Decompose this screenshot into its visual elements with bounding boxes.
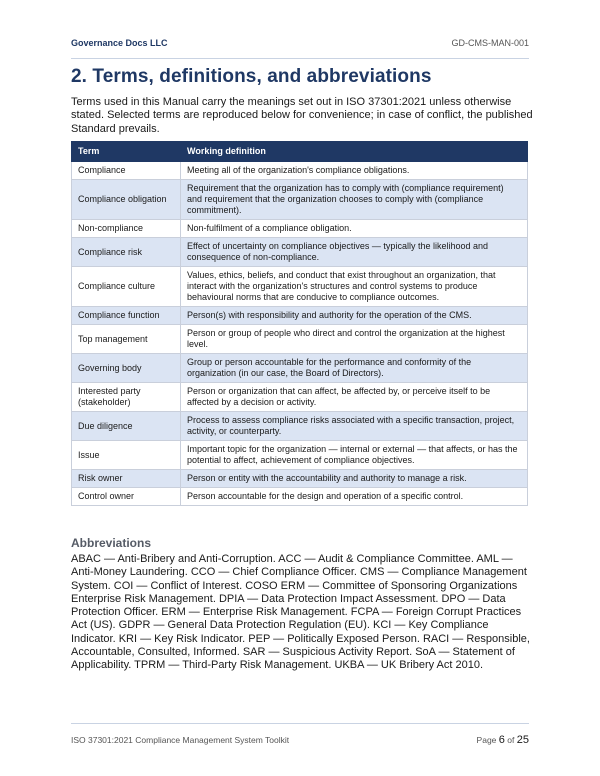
- table-row: [72, 412, 528, 441]
- page-number: [477, 734, 529, 746]
- definition-cell: Person or entity with the accountability and authority to manage a risk.: [181, 470, 528, 488]
- term-cell: Compliance: [72, 162, 181, 180]
- table-header-row: [72, 142, 528, 162]
- table-row: [72, 470, 528, 488]
- definition-cell: Process to assess compliance risks associated with a specific transaction, project, activity, or counterparty.: [181, 412, 528, 441]
- table-row: [72, 162, 528, 180]
- terms-table-body: [72, 162, 528, 506]
- section-title: 2. Terms, definitions, and abbreviations: [71, 66, 432, 87]
- definition-cell: Person or organization that can affect, be affected by, or perceive itself to be affected by a decision or activity.: [181, 383, 528, 412]
- term-cell: Interested party (stakeholder): [72, 383, 181, 412]
- definition-cell: Requirement that the organization has to comply with (compliance requirement) and requirement that the organization chooses to comply with (compliance commitment).: [181, 180, 528, 220]
- table-row: [72, 354, 528, 383]
- document-id: GD-CMS-MAN-001: [451, 38, 529, 48]
- term-cell: Compliance culture: [72, 267, 181, 307]
- definition-cell: Meeting all of the organization's compliance obligations.: [181, 162, 528, 180]
- page-of-label: of: [507, 735, 515, 745]
- table-row: [72, 488, 528, 506]
- table-row: [72, 238, 528, 267]
- term-cell: Risk owner: [72, 470, 181, 488]
- table-row: [72, 267, 528, 307]
- column-header-definition: Working definition: [181, 142, 528, 162]
- term-cell: Top management: [72, 325, 181, 354]
- page-header: [71, 34, 529, 59]
- term-cell: Compliance function: [72, 307, 181, 325]
- table-row: [72, 220, 528, 238]
- definition-cell: Group or person accountable for the performance and conformity of the organization (in our case, the Board of Directors).: [181, 354, 528, 383]
- table-row: [72, 180, 528, 220]
- definition-cell: Person or group of people who direct and control the organization at the highest level.: [181, 325, 528, 354]
- company-name: Governance Docs LLC: [71, 38, 168, 48]
- current-page: 6: [498, 734, 505, 746]
- table-row: [72, 307, 528, 325]
- definition-cell: Person(s) with responsibility and authority for the operation of the CMS.: [181, 307, 528, 325]
- definition-cell: Effect of uncertainty on compliance objectives — typically the likelihood and consequence of non-compliance.: [181, 238, 528, 267]
- definition-cell: Important topic for the organization — internal or external — that affects, or has the potential to affect, achievement of compliance objectives.: [181, 441, 528, 470]
- toolkit-name: ISO 37301:2021 Compliance Management System Toolkit: [71, 735, 290, 745]
- page-footer: [71, 723, 529, 750]
- page-label: Page: [476, 735, 497, 745]
- table-row: [72, 441, 528, 470]
- abbreviations-heading: Abbreviations: [71, 536, 152, 550]
- term-cell: Issue: [72, 441, 181, 470]
- term-cell: Compliance obligation: [72, 180, 181, 220]
- term-cell: Due diligence: [72, 412, 181, 441]
- total-pages: 25: [516, 734, 529, 746]
- column-header-term: Term: [72, 142, 181, 162]
- definition-cell: Non-fulfilment of a compliance obligation.: [181, 220, 528, 238]
- intro-paragraph: Terms used in this Manual carry the meanings set out in ISO 37301:2021 unless otherwise stated. Selected terms are reproduced below for convenience; in case of conflict, the published Standard prevails.: [71, 96, 533, 135]
- definition-cell: Person accountable for the design and operation of a specific control.: [181, 488, 528, 506]
- abbreviations-text: ABAC — Anti-Bribery and Anti-Corruption. ACC — Audit & Compliance Committee. AML — Anti-Money Laundering. CCO — Chief Compliance Officer. CMS — Compliance Management System. COI — Conflict of Interest. COSO ERM — Committee of Sponsoring Organizations Enterprise Risk Management. DPIA — Data Protection Impact Assessment. DPO — Data Protection Officer. ERM — Enterprise Risk Management. FCPA — Foreign Corrupt Practices Act (US). GDPR — General Data Protection Regulation (EU). KCI — Key Compliance Indicator. KRI — Key Risk Indicator. PEP — Politically Exposed Person. RACI — Responsible, Accountable, Consulted, Informed. SAR — Suspicious Activity Report. SoA — Statement of Applicability. TPRM — Third-Party Risk Management. UKBA — UK Bribery Act 2010.: [71, 553, 530, 672]
- term-cell: Governing body: [72, 354, 181, 383]
- terms-table: [71, 141, 528, 506]
- table-row: [72, 325, 528, 354]
- term-cell: Control owner: [72, 488, 181, 506]
- table-row: [72, 383, 528, 412]
- definition-cell: Values, ethics, beliefs, and conduct that exist throughout an organization, that interact with the organization's structures and control systems to produce behavioural norms that are conducive to compliance outcomes.: [181, 267, 528, 307]
- term-cell: Compliance risk: [72, 238, 181, 267]
- term-cell: Non-compliance: [72, 220, 181, 238]
